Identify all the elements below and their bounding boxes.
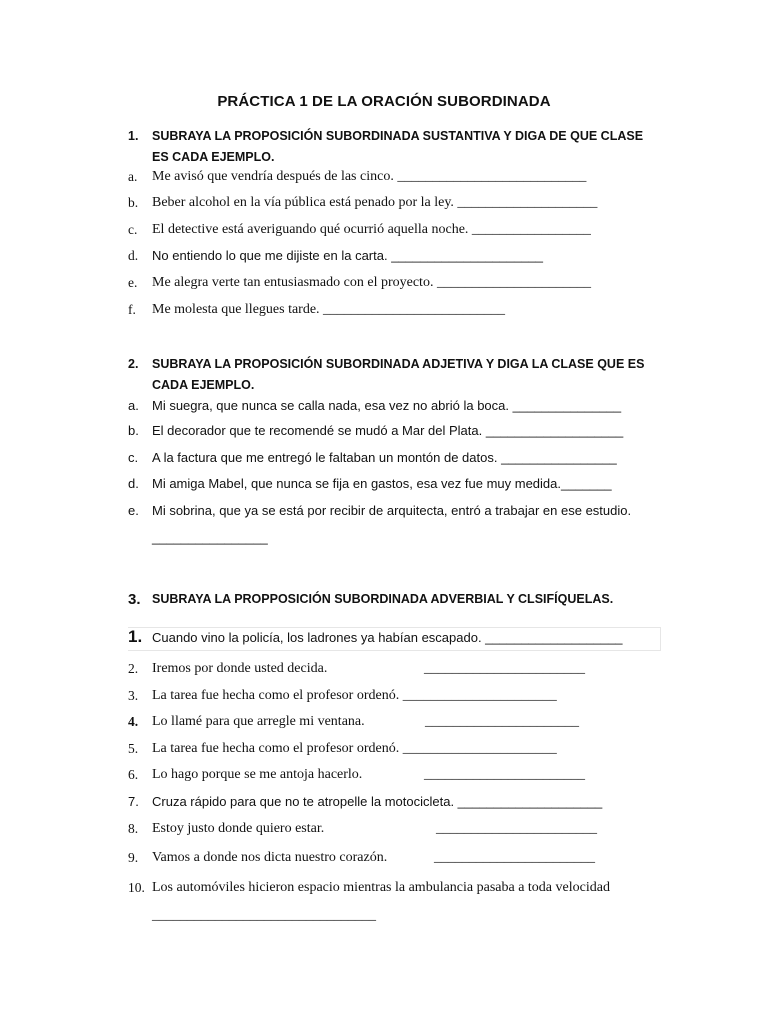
section-2-heading (128, 354, 658, 396)
section-3-number: 3. (128, 591, 141, 608)
section-3-heading (128, 589, 658, 610)
page-title: PRÁCTICA 1 DE LA ORACIÓN SUBORDINADA (217, 93, 551, 110)
section-1-number: 1. (128, 129, 139, 143)
section-1-heading (128, 126, 658, 168)
section-2-number: 2. (128, 357, 139, 371)
section-3-item-10-answer-line: ________________________________ (152, 908, 376, 923)
section-2-item-e-answer-line: ________________ (152, 530, 268, 545)
section-1-instructions: SUBRAYA LA PROPOSICIÓN SUBORDINADA SUSTANTIVA Y DIGA DE QUE CLASE ES CADA EJEMPLO. (152, 129, 644, 164)
section-3-instructions: SUBRAYA LA PROPPOSICIÓN SUBORDINADA ADVERBIAL Y CLSIFÍQUELAS. (152, 592, 614, 606)
worksheet-page: PRÁCTICA 1 DE LA ORACIÓN SUBORDINADA 1. SUBRAYA LA PROPOSICIÓN SUBORDINADA SUSTANTIVA Y DIGA DE QUE CLASE ES CADA EJEMPLO. a. Me avisó que vendría después de las cinco. ___________________________ b. Beber alcohol en la vía pública está penado por la ley. ____________________ c. El detective está averiguando qué ocurrió aquella noche. _________________ d. No entiendo lo que me dijiste en la carta. _____________________ e. Me alegra verte tan entusiasmado con el proyecto. ______________________ f. Me molesta que llegues tarde. __________________________ 2. SUBRAYA LA PROPOSICIÓN SUBORDINADA ADJETIVA Y DIGA LA CLASE QUE ES CADA EJEMPLO. a. Mi suegra, que nunca se calla nada, esa vez no abrió la boca. _______________ b. El decorador que te recomendé se mudó a Mar del Plata. ___________________ c. A la factura que me entregó le faltaban un montón de datos. ________________ d. Mi amiga Mabel, que nunca se fija en gastos, esa vez fue muy medida._______ e. Mi sobrina, que ya se está por recibir de arquitecta, entró a trabajar en ese estudio. ________________ 3. SUBRAYA LA PROPPOSICIÓN SUBORDINADA ADVERBIAL Y CLSIFÍQUELAS. 1. Cuando vino la policía, los ladrones ya habían escapado. ___________________ 2. Iremos por donde usted decida. _______________________ 3. La tarea fue hecha como el profesor ordenó. ______________________ 4. Lo llamé para que arregle mi ventana. ______________________ 5. La tarea fue hecha como el profesor ordenó. ______________________ 6. Lo hago porque se me antoja hacerlo. _______________________ 7. Cruza rápido para que no te atropelle la motocicleta. ____________________ 8. Estoy justo donde quiero estar. _______________________ 9. Vamos a donde nos dicta nuestro corazón. _______________________ 10. Los automóviles hicieron espacio mientras la ambulancia pasaba a toda velocidad ________________________________ (0, 0, 768, 1024)
section-2-instructions: SUBRAYA LA PROPOSICIÓN SUBORDINADA ADJETIVA Y DIGA LA CLASE QUE ES CADA EJEMPLO. (152, 357, 645, 392)
